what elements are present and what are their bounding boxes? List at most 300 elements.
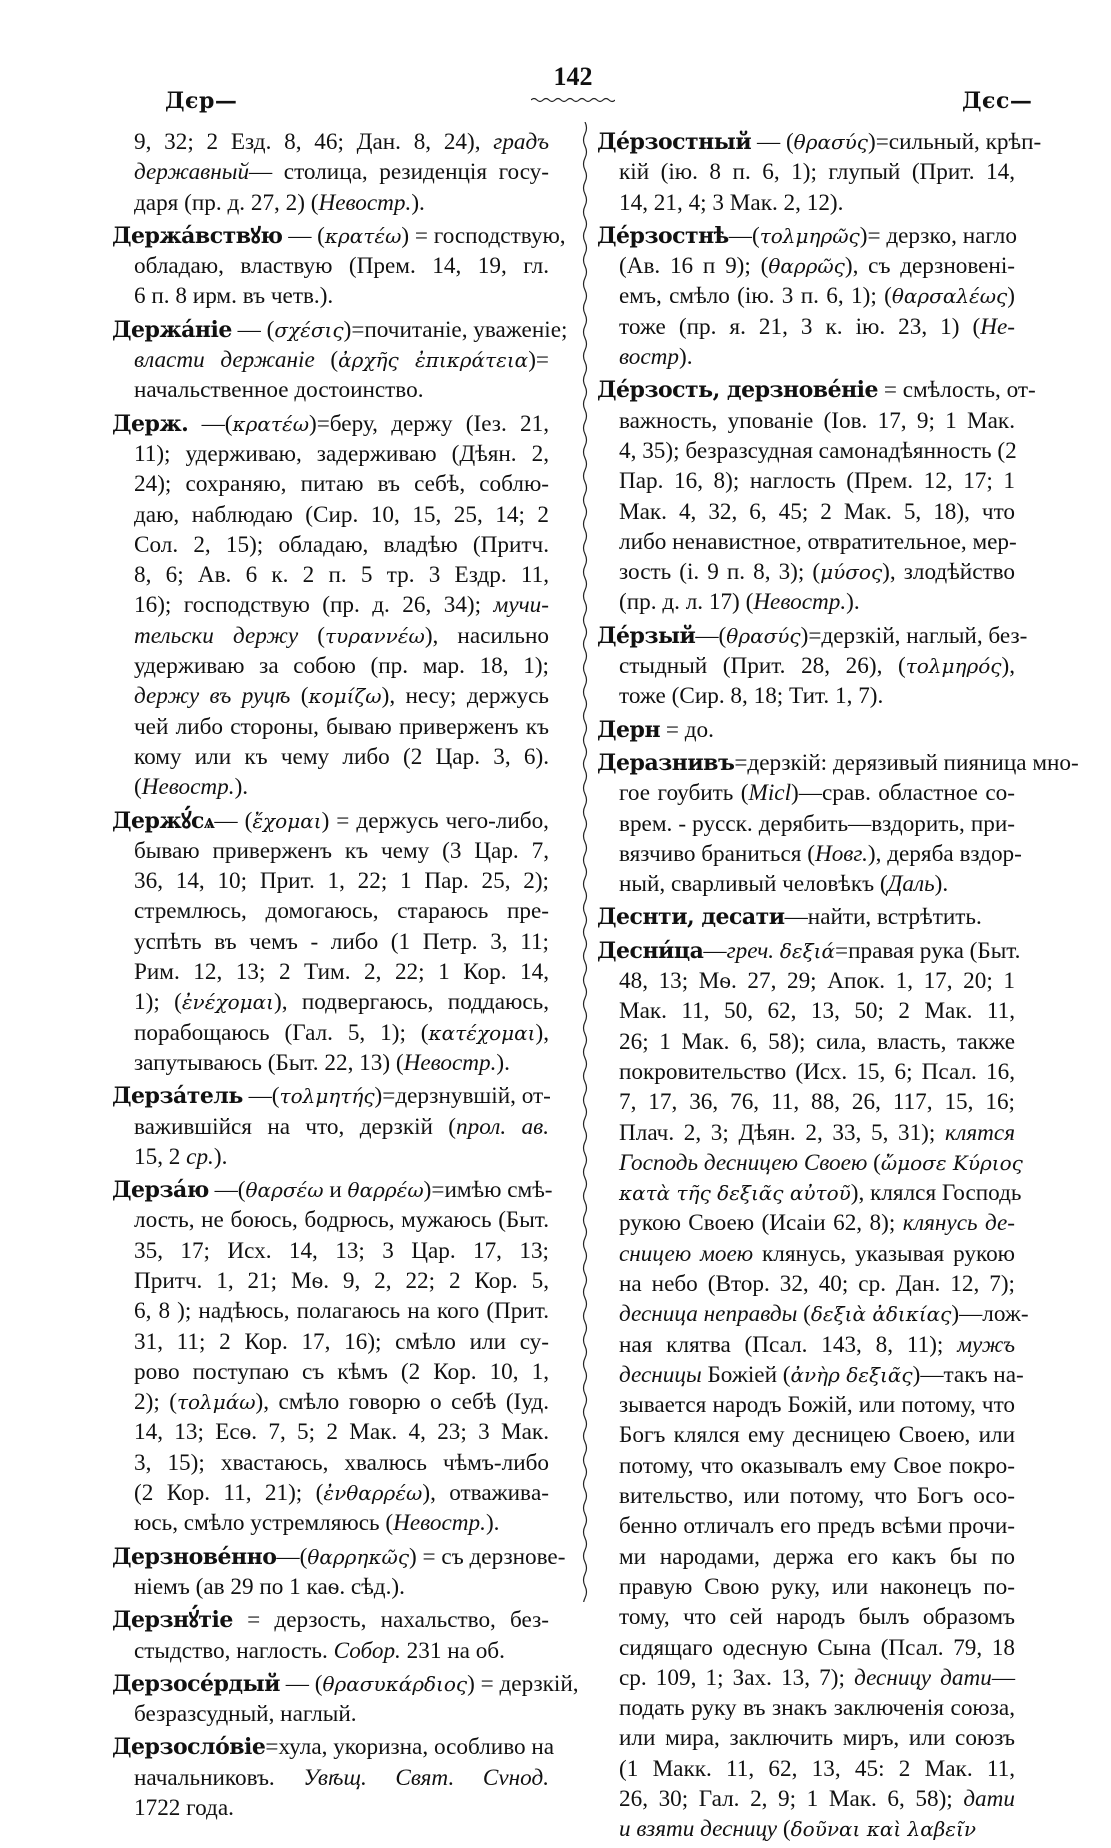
text-run: 16); господствую (пр. д. 26, 34);: [134, 592, 494, 619]
italic-run: греч.: [726, 937, 775, 964]
entry-line: [112, 251, 549, 281]
text-run: ная клятва (Псал. 143, 8, 11);: [619, 1331, 958, 1358]
text-run: ), съ дерзновені-: [844, 253, 1016, 280]
entry-line: [112, 500, 549, 530]
text-run: (: [777, 1816, 791, 1843]
text-run: либо ненавистное, отвратительное, мер-: [619, 528, 1017, 555]
headword: Деснти, десати: [597, 904, 785, 931]
text-run: —(: [276, 1543, 308, 1570]
text-run: ), отваживa-: [422, 1480, 550, 1507]
entry-line: [112, 1175, 553, 1205]
greek-run: ἔχομαι: [252, 808, 322, 833]
text-run: —найти, встрѣтить.: [784, 904, 982, 931]
text-run: или мира, заключить миръ, или союзъ: [619, 1725, 1015, 1752]
text-run: 26, 30; Гал. 2, 9; 1 Мак. 6, 58);: [619, 1786, 964, 1813]
entry-line: [597, 1118, 1015, 1148]
text-run: важившійся на что, дерзкій (: [134, 1113, 457, 1140]
headword: Держ.: [112, 410, 189, 437]
entry-line: [112, 1327, 549, 1357]
text-run: бываю приверженъ къ чему (3 Цар. 7,: [134, 837, 549, 864]
text-run: = дерзость, нахальство, без-: [232, 1607, 549, 1634]
italic-run: власти держаніе: [134, 347, 315, 374]
entry-line: [112, 439, 549, 469]
entry-line: [112, 1448, 549, 1478]
entry-line: [112, 1048, 549, 1078]
greek-run: κρατέω: [324, 223, 402, 248]
entry-line: [597, 748, 1079, 778]
text-run: безразсудный, наглый.: [134, 1701, 357, 1728]
entry-line: [597, 651, 1015, 681]
text-run: 2); (: [134, 1389, 177, 1416]
text-run: запутываюсь (Быт. 22, 13) (: [134, 1049, 404, 1076]
entry-line: [597, 1360, 1024, 1390]
entry-line: [112, 1236, 549, 1266]
text-run: (: [134, 774, 142, 801]
entry-line: [112, 957, 549, 987]
headword: Де́рзостнѣ: [597, 222, 729, 249]
entry-line: [112, 1296, 549, 1326]
entry-line: [597, 1723, 1015, 1753]
italic-run: мучи-: [493, 592, 549, 619]
text-run: 9, 32; 2 Езд. 8, 46; Дан. 8, 24),: [134, 129, 494, 155]
dictionary-entry-derzoserdyi: [112, 1669, 579, 1730]
entry-line: [597, 1057, 1015, 1087]
entry-line: [112, 157, 549, 187]
text-run: ).: [485, 1510, 500, 1537]
greek-run: ἐνέχομαι: [181, 990, 274, 1015]
text-run: ),: [535, 1019, 549, 1046]
entry-line: [112, 315, 568, 345]
entry-line: [112, 1417, 549, 1447]
text-run: =правая рука (Быт.: [835, 937, 1021, 964]
dictionary-entry-derzatel: [112, 1081, 549, 1172]
text-run: Рим. 12, 13; 2 Тим. 2, 22; 1 Кор. 14,: [134, 959, 549, 986]
entry-line: [597, 966, 1015, 996]
entry-line: [597, 221, 1015, 251]
entry-line: [597, 1420, 1015, 1450]
dictionary-entry-derznovenno: [112, 1542, 566, 1603]
entry-line: [597, 1572, 1015, 1602]
italic-run: Новг.: [814, 840, 868, 867]
text-run: )=имѣю смѣ-: [423, 1177, 553, 1204]
entry-line: [112, 681, 549, 711]
italic-run: Не-: [980, 313, 1015, 340]
text-run: —(: [242, 1083, 280, 1110]
italic-run: десницы: [619, 1361, 702, 1388]
text-run: кій (ію. 8 п. 6, 1); глупый (Прит. 14,: [619, 159, 1015, 186]
entry-line: [112, 1732, 555, 1762]
text-run: бенно отличалъ его предъ всѣми прочи-: [619, 1513, 1015, 1540]
text-run: ).: [411, 189, 425, 216]
text-run: рукою Своею (Исаіи 62, 8);: [619, 1210, 903, 1237]
text-run: — (: [751, 129, 794, 155]
entry-line: [597, 557, 1015, 587]
entry-line: [112, 1669, 579, 1699]
text-run: чей либо стороны, бываю приверженъ къ: [134, 713, 549, 740]
entry-line: [112, 1266, 549, 1296]
italic-run: Увѣщ. Свят. Сvнод.: [303, 1764, 549, 1791]
dictionary-entry-derzhanie: [112, 315, 568, 406]
headword: Держꙋ́сѧ: [112, 807, 215, 834]
text-run: ).: [846, 589, 860, 616]
left-column: [112, 127, 579, 1826]
text-run: 14, 13; Есѳ. 7, 5; 2 Мак. 4, 23; 3 Мак.: [134, 1419, 549, 1446]
dictionary-entry-continuation: [112, 127, 549, 218]
text-run: —(: [188, 410, 233, 437]
entry-line: [112, 1478, 549, 1508]
headword: Дерза́ю: [112, 1177, 209, 1204]
text-run: Божіей (: [701, 1361, 791, 1388]
text-run: = до.: [660, 716, 714, 743]
text-run: ) = дерзкій,: [467, 1670, 579, 1697]
dictionary-entry-derzhu: [112, 409, 549, 803]
dictionary-entry-derzost: [597, 375, 1036, 617]
entry-line: [597, 621, 1028, 651]
italic-run: Невостр.: [141, 774, 235, 801]
text-run: начальниковъ.: [134, 1764, 304, 1791]
text-run: ніемъ (ав 29 по 1 каѳ. сѣд.).: [134, 1573, 405, 1600]
text-run: покровительство (Исх. 15, 6; Псал. 16,: [619, 1058, 1015, 1085]
dictionary-entry-derazniv: [597, 748, 1079, 899]
italic-run: ср.: [186, 1143, 214, 1170]
entry-line: [112, 221, 566, 251]
italic-run: Невостр.: [393, 1510, 486, 1537]
entry-line: [112, 621, 549, 651]
column-divider: [581, 122, 589, 1602]
text-run: 35, 17; Исх. 14, 13; 3 Цар. 17, 13;: [134, 1237, 549, 1264]
greek-run: τολμηρῶς: [759, 223, 860, 248]
dictionary-entry-derzayu: [112, 1175, 553, 1539]
greek-run: θρασύς: [793, 130, 868, 154]
entry-line: [597, 681, 1015, 711]
text-run: — столица, резиденція госу-: [249, 159, 549, 186]
entry-line: [597, 1208, 1015, 1238]
entry-line: [597, 312, 1015, 342]
entry-line: [112, 1387, 549, 1417]
entry-line: [597, 466, 1015, 496]
headword: Де́рзостный: [597, 129, 752, 155]
text-run: порабощаюсь (Гал. 5, 1); (: [134, 1019, 429, 1046]
text-run: вительство, или потому, что Богъ осо-: [619, 1483, 1015, 1510]
text-run: стыдный (Прит. 28, 26), (: [619, 653, 906, 680]
text-run: лость, не боюсь, бодрюсь, мужаюсь (Быт.: [134, 1207, 549, 1234]
text-run: и: [323, 1177, 348, 1204]
greek-run: σχέσις: [274, 317, 344, 342]
text-run: 15, 2: [134, 1143, 187, 1170]
headword: Дерзнове́нно: [112, 1543, 277, 1570]
entry-line: [112, 1542, 566, 1572]
text-run: тоже (Сир. 8, 18; Тит. 1, 7).: [619, 683, 884, 710]
entry-line: [597, 1269, 1015, 1299]
page-number: 142: [553, 62, 593, 91]
italic-run: держу въ руцѣ: [134, 683, 291, 710]
entry-line: [597, 406, 1015, 436]
entry-line: [112, 806, 549, 836]
text-run: —: [703, 937, 727, 964]
entry-line: [112, 469, 549, 499]
entry-line: [597, 1663, 1015, 1693]
entry-line: [112, 1763, 549, 1793]
text-run: обладаю, властвую (Прем. 14, 19, гл.: [134, 253, 549, 280]
greek-run: τολμάω: [176, 1390, 256, 1415]
italic-run: Micl: [748, 780, 792, 807]
italic-run: Невостр.: [318, 189, 412, 216]
text-run: )=дерзкій, наглый, без-: [800, 622, 1028, 649]
text-run: 231 на об.: [400, 1637, 505, 1664]
page-number-wavy-rule: [531, 97, 615, 103]
dictionary-entry-derzostnyi: [597, 127, 1042, 218]
text-run: ),: [1001, 653, 1015, 680]
entry-line: [597, 1693, 1015, 1723]
greek-run: τυραννέω: [324, 623, 425, 648]
headword: Дерзосло́віе: [112, 1734, 266, 1761]
text-run: Плач. 2, 3; Дѣян. 2, 33, 5, 31);: [619, 1119, 945, 1146]
text-run: зость (і. 9 п. 8, 3); (: [619, 559, 821, 586]
dictionary-entry-desiti: [597, 902, 1015, 932]
text-run: 31, 11; 2 Кор. 17, 16); смѣло или су-: [134, 1328, 549, 1355]
italic-run: Невостр.: [753, 589, 847, 616]
dictionary-entry-desnitsa: [597, 936, 1029, 1845]
headword: Десни́ца: [597, 937, 704, 964]
text-run: кому или къ чему либо (2 Цар. 3, 6).: [134, 743, 549, 770]
greek-run: κομίζω: [308, 684, 382, 709]
entry-line: [597, 1390, 1015, 1420]
entry-line: [597, 1602, 1015, 1632]
entry-line: [112, 1636, 549, 1666]
greek-run: κατέχομαι: [428, 1020, 536, 1045]
entry-line: [112, 1605, 549, 1635]
greek-run: ἀνὴρ δεξιᾶς: [790, 1362, 913, 1387]
text-run: Сол. 2, 15); обладаю, владѣю (Притч.: [134, 531, 549, 558]
greek-run: ὤμοσε Κύριος: [880, 1150, 1023, 1175]
text-run: (: [797, 1301, 811, 1328]
text-run: 14, 21, 4; 3 Мак. 2, 12).: [619, 189, 844, 216]
text-run: 11); удерживаю, задерживаю (Дѣян. 2,: [134, 440, 549, 467]
text-run: клянусь, указывая рукою: [753, 1240, 1015, 1267]
greek-run: ἐνθαρρέω: [323, 1481, 423, 1506]
entry-line: [112, 409, 549, 439]
entry-line: [597, 715, 1015, 745]
text-run: сидящаго одесную Сына (Псал. 79, 18: [619, 1634, 1015, 1661]
text-run: ), несу; держусь: [381, 683, 549, 710]
text-run: тоже (пр. я. 21, 3 к. ію. 23, 1) (: [619, 313, 981, 340]
greek-run: μύσος: [820, 560, 883, 585]
text-run: Богъ клялся ему десницею Своею, или: [619, 1422, 1015, 1449]
greek-run: θρασυκάρδιος: [322, 1671, 468, 1696]
text-run: — (: [231, 316, 275, 343]
text-run: ср. 109, 1; Зах. 13, 7);: [619, 1664, 855, 1691]
text-run: )=почитаніе, уваженіе;: [343, 316, 568, 343]
entry-line: [597, 869, 1015, 899]
text-run: — (: [214, 807, 253, 834]
text-run: —(: [728, 222, 760, 249]
entry-line: [112, 560, 549, 590]
text-run: ), деряба вздор-: [867, 840, 1022, 867]
dictionary-entry-derzoslovie: [112, 1732, 555, 1823]
entry-line: [112, 896, 549, 926]
entry-line: [112, 772, 549, 802]
entry-line: [112, 836, 549, 866]
italic-run: клятся: [944, 1119, 1015, 1146]
entry-line: [597, 936, 1021, 966]
text-run: )—срав. областное со-: [791, 780, 1016, 807]
headword: Дерзосе́рдый: [112, 1670, 280, 1697]
italic-run: десницу дати: [854, 1664, 992, 1691]
entry-line: [112, 1142, 549, 1172]
text-run: стыдство, наглость.: [134, 1637, 334, 1664]
text-run: (Ав. 16 п 9); (: [619, 253, 769, 280]
greek-run: θρασύς: [726, 623, 801, 648]
greek-run: τολμητής: [279, 1084, 375, 1109]
entry-line: [597, 188, 1015, 218]
text-run: ).: [213, 1143, 228, 1170]
italic-run: Невостр.: [403, 1049, 497, 1076]
greek-run: ἀρχῆς ἐπικράτεια: [338, 348, 529, 373]
text-run: 6 п. 8 ирм. въ четв.).: [134, 283, 334, 310]
text-run: Пар. 16, 8); наглость (Прем. 12, 17; 1: [619, 468, 1015, 495]
text-run: )= дерзко, нагло: [859, 222, 1017, 249]
greek-run: τολμηρός: [905, 654, 1002, 679]
italic-run: мужъ: [957, 1331, 1015, 1358]
entry-line: [597, 587, 1015, 617]
text-run: ).: [678, 344, 693, 371]
text-run: )—такъ на-: [912, 1361, 1024, 1388]
entry-line: [112, 1112, 549, 1142]
text-run: рово поступаю съ кѣмъ (2 Кор. 10, 1,: [134, 1358, 549, 1385]
entry-line: [597, 1299, 1029, 1329]
text-run: ).: [234, 774, 249, 801]
entry-line: [597, 1087, 1015, 1117]
greek-run: κρατέω: [232, 411, 309, 436]
text-run: (: [290, 683, 309, 710]
text-run: —(: [695, 622, 727, 649]
entry-line: [112, 345, 549, 375]
italic-run: и взяти десницу: [619, 1816, 778, 1843]
dictionary-entry-derznutie: [112, 1605, 549, 1666]
entry-line: [597, 1027, 1015, 1057]
italic-run: клянусь де-: [902, 1210, 1015, 1237]
headword: Дерза́тель: [112, 1083, 243, 1110]
entry-line: [597, 1481, 1015, 1511]
text-run: стремлюсь, домогаюсь, стараюсь пре-: [134, 898, 549, 925]
entry-line: [597, 1148, 1023, 1178]
text-run: даю, наблюдаю (Сир. 10, 15, 25, 14; 2: [134, 501, 549, 528]
text-run: 36, 14, 10; Прит. 1, 22; 1 Пар. 25, 2);: [134, 868, 549, 895]
text-run: )=: [528, 347, 549, 374]
entry-line: [112, 188, 549, 218]
text-run: емъ, смѣло (ію. 3 п. 6, 1); (: [619, 283, 892, 310]
entry-line: [597, 251, 1015, 281]
entry-line: [597, 497, 1015, 527]
text-run: начальственное достоинство.: [134, 377, 424, 404]
greek-run: θαρσαλέως: [891, 284, 1008, 309]
entry-line: [597, 1511, 1015, 1541]
text-run: юсь, смѣло устремляюсь (: [134, 1510, 394, 1537]
text-run: 6, 8 ); надѣюсь, полагаюсь на кого (Прит.: [134, 1298, 549, 1325]
text-run: )—лож-: [951, 1301, 1029, 1328]
text-run: ми народами, держа его какъ бы по: [619, 1543, 1015, 1570]
entry-line: [112, 127, 549, 157]
entry-line: [597, 839, 1022, 869]
text-run: зывается народъ Божій, или потому, что: [619, 1392, 1015, 1419]
entry-line: [112, 530, 549, 560]
entry-line: [112, 1081, 549, 1111]
italic-run: Собор.: [333, 1637, 401, 1664]
headword: Де́рзый: [597, 622, 696, 649]
italic-run: десница неправды: [619, 1301, 798, 1328]
text-run: важность, упованіе (Іов. 17, 9; 1 Мак.: [619, 407, 1015, 434]
entry-line: [112, 1018, 549, 1048]
text-run: ), смѣло говорю о себѣ (Іуд.: [255, 1389, 549, 1416]
text-run: 26; 1 Мак. 6, 58); сила, власть, также: [619, 1028, 1015, 1055]
text-run: Мак. 4, 32, 6, 45; 2 Мак. 5, 18), что: [619, 498, 1015, 525]
entry-line: [112, 1793, 549, 1823]
running-head-right: Дєс—: [962, 88, 1033, 114]
text-run: успѣть въ чемъ - либо (1 Петр. 3, 11;: [134, 928, 549, 955]
entry-line: [597, 375, 1036, 405]
dictionary-entry-derzhusya: [112, 806, 549, 1079]
greek-run: δοῦναι καὶ λαβεῖν: [790, 1817, 977, 1842]
text-run: (: [867, 1149, 881, 1176]
text-run: ный, сварливый человѣкъ (: [619, 871, 888, 898]
headword: Де́рзость, дерзнове́ніе: [597, 377, 879, 404]
greek-run: δεξιά: [779, 938, 836, 963]
text-run: (1 Макк. 11, 62, 13, 45: 2 Мак. 11,: [619, 1755, 1015, 1782]
text-run: (: [314, 347, 339, 374]
entry-line: [112, 375, 549, 405]
text-run: 4, 35); безразсудная самонадѣянность (2: [619, 437, 1017, 464]
text-run: — (: [282, 222, 325, 249]
text-run: )=беру, держу (Іез. 21,: [309, 410, 549, 437]
entry-line: [597, 342, 1015, 372]
entry-line: [597, 1542, 1015, 1572]
entry-line: [112, 927, 549, 957]
text-run: — (: [279, 1670, 323, 1697]
text-run: ), подвергаюсь, поддаюсь,: [273, 989, 549, 1016]
entry-line: [597, 996, 1015, 1026]
headword: Держа́вствꙋю: [112, 222, 283, 249]
right-column: [597, 127, 1079, 1848]
text-run: ): [1007, 283, 1015, 310]
entry-line: [112, 590, 549, 620]
text-run: ).: [934, 871, 949, 898]
greek-run: θαρρέω: [347, 1178, 424, 1203]
entry-line: [597, 527, 1015, 557]
text-run: Мак. 11, 50, 62, 13, 50; 2 Мак. 11,: [619, 998, 1015, 1025]
entry-line: [597, 1330, 1015, 1360]
dictionary-entry-derzhavstvuyu: [112, 221, 566, 312]
entry-line: [112, 742, 549, 772]
text-run: врем. - русск. дерябить—вздорить, при-: [619, 810, 1015, 837]
text-run: 48, 13; Мѳ. 27, 29; Апок. 1, 17, 20; 1: [619, 968, 1015, 995]
text-run: на небо (Втор. 32, 40; ср. Дан. 12, 7);: [619, 1270, 1015, 1297]
entry-line: [597, 1814, 1015, 1844]
text-run: ) = господствую,: [401, 222, 566, 249]
entry-line: [597, 157, 1015, 187]
entry-line: [597, 1239, 1015, 1269]
headword: Дерзнꙋ́тіе: [112, 1607, 233, 1634]
text-run: 1); (: [134, 989, 182, 1016]
greek-run: θαρρηκῶς: [307, 1544, 410, 1569]
italic-run: сницею моею: [619, 1240, 754, 1267]
text-run: 8, 6; Ав. 6 к. 2 п. 5 тр. 3 Ездр. 11,: [134, 562, 549, 589]
text-run: даря (пр. д. 27, 2) (: [134, 189, 319, 216]
text-run: = смѣлость, от-: [878, 377, 1036, 404]
entry-line: [597, 1178, 1022, 1208]
text-run: ), злодѣйство: [882, 559, 1015, 586]
entry-line: [112, 712, 549, 742]
entry-line: [112, 1205, 549, 1235]
